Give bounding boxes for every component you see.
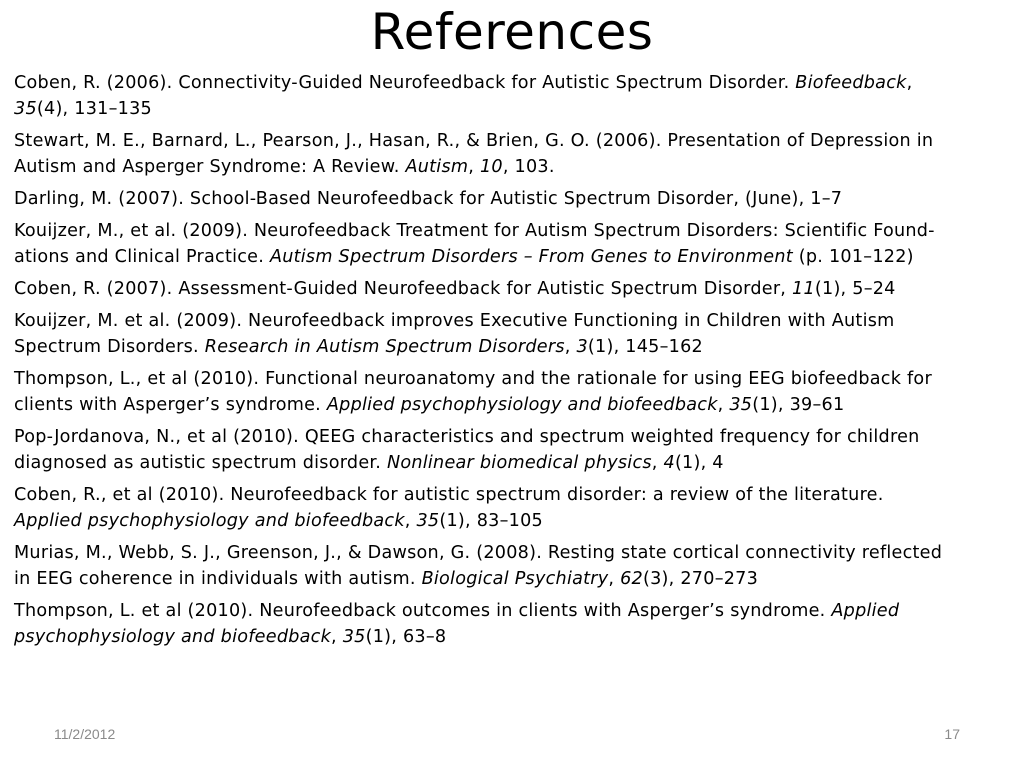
reference-line [14, 276, 1012, 302]
reference-text: (3), 270–273 [643, 569, 759, 589]
reference-italic-text: Research in Autism Spectrum Disorders [204, 337, 565, 357]
reference-italic-text: 62 [620, 569, 643, 589]
reference-text: Spectrum Disorders. [14, 337, 205, 357]
reference-text: Darling, M. (2007). School-Based Neurofeedback for Autistic Spectrum Disorder, (June), 1–7 [14, 189, 843, 209]
reference-item [14, 70, 1012, 122]
reference-italic-text: Applied psychophysiology and biofeedback [14, 511, 405, 531]
reference-text: (1), 39–61 [752, 395, 845, 415]
reference-italic-text: 35 [342, 627, 366, 647]
reference-text: , [906, 73, 913, 93]
reference-text: , [331, 627, 343, 647]
reference-item [14, 366, 1012, 418]
reference-line [14, 154, 1012, 180]
reference-item [14, 128, 1012, 180]
reference-text: Stewart, M. E., Barnard, L., Pearson, J., Hasan, R., & Brien, G. O. (2006). Presentation of Depression in [14, 131, 934, 151]
reference-text: Thompson, L., et al (2010). Functional neuroanatomy and the rationale for using EEG biofeedback for [14, 369, 932, 389]
reference-text: Kouijzer, M., et al. (2009). Neurofeedback Treatment for Autism Spectrum Disorders: Scientific Found- [14, 221, 935, 241]
reference-line [14, 566, 1012, 592]
reference-line [14, 508, 1012, 534]
reference-line [14, 624, 1012, 650]
reference-italic-text: Autism [405, 157, 469, 177]
reference-text: Pop-Jordanova, N., et al (2010). QEEG characteristics and spectrum weighted frequency for children [14, 427, 920, 447]
reference-item [14, 218, 1012, 270]
reference-line [14, 218, 1012, 244]
footer-date: 11/2/2012 [54, 726, 116, 742]
reference-line [14, 392, 1012, 418]
reference-line [14, 186, 1012, 212]
reference-italic-text: Applied [831, 601, 900, 621]
reference-line [14, 450, 1012, 476]
reference-text: , [608, 569, 621, 589]
reference-text: , [564, 337, 577, 357]
slide-title: References [370, 3, 654, 61]
reference-line [14, 334, 1012, 360]
reference-item [14, 424, 1012, 476]
reference-text: Autism and Asperger Syndrome: A Review. [14, 157, 406, 177]
reference-line [14, 482, 1012, 508]
reference-text: (1), 83–105 [439, 511, 543, 531]
reference-item [14, 276, 1012, 302]
reference-italic-text: 35 [729, 395, 753, 415]
reference-item [14, 598, 1012, 650]
reference-text: , [468, 157, 480, 177]
reference-text: in EEG coherence in individuals with autism. [14, 569, 422, 589]
reference-text: Coben, R., et al (2010). Neurofeedback for autistic spectrum disorder: a review of the literature. [14, 485, 884, 505]
reference-text: (1), 5–24 [814, 279, 896, 299]
reference-item [14, 540, 1012, 592]
reference-text: Coben, R. (2006). Connectivity-Guided Neurofeedback for Autistic Spectrum Disorder. [14, 73, 796, 93]
reference-text: Murias, M., Webb, S. J., Greenson, J., & Dawson, G. (2008). Resting state cortical connectivity reflected [14, 543, 943, 563]
reference-item [14, 482, 1012, 534]
reference-italic-text: Autism Spectrum Disorders – From Genes to Environment [269, 247, 793, 267]
reference-text: ations and Clinical Practice. [14, 247, 270, 267]
reference-italic-text: Nonlinear biomedical physics [386, 453, 652, 473]
reference-text: (4), 131–135 [36, 99, 152, 119]
reference-line [14, 70, 1012, 96]
reference-italic-text: 35 [14, 99, 37, 119]
reference-item [14, 186, 1012, 212]
reference-text: , [651, 453, 664, 473]
references-list [14, 70, 1012, 656]
reference-italic-text: 11 [792, 279, 815, 299]
reference-line [14, 308, 1012, 334]
reference-text: (p. 101–122) [792, 247, 914, 267]
reference-text: (1), 145–162 [587, 337, 703, 357]
reference-text: , [717, 395, 730, 415]
reference-text: , 103. [502, 157, 555, 177]
reference-line [14, 424, 1012, 450]
reference-text: , [404, 511, 417, 531]
reference-italic-text: Applied psychophysiology and biofeedback [326, 395, 718, 415]
reference-line [14, 366, 1012, 392]
reference-italic-text: 10 [479, 157, 503, 177]
reference-italic-text: 3 [576, 337, 588, 357]
reference-item [14, 308, 1012, 360]
reference-italic-text: 4 [663, 453, 675, 473]
reference-line [14, 598, 1012, 624]
reference-text: Kouijzer, M. et al. (2009). Neurofeedback improves Executive Functioning in Children with Autism [14, 311, 895, 331]
reference-text: Coben, R. (2007). Assessment-Guided Neurofeedback for Autistic Spectrum Disorder, [14, 279, 792, 299]
reference-italic-text: Biological Psychiatry [421, 569, 609, 589]
reference-line [14, 540, 1012, 566]
reference-text: diagnosed as autistic spectrum disorder. [14, 453, 387, 473]
reference-text: clients with Asperger’s syndrome. [14, 395, 327, 415]
reference-text: (1), 63–8 [365, 627, 447, 647]
reference-italic-text: Biofeedback [795, 73, 907, 93]
reference-text: (1), 4 [674, 453, 724, 473]
reference-text: Thompson, L. et al (2010). Neurofeedback outcomes in clients with Asperger’s syndrome. [14, 601, 832, 621]
footer-page-number: 17 [944, 726, 960, 742]
reference-line [14, 244, 1012, 270]
reference-line [14, 96, 1012, 122]
reference-italic-text: psychophysiology and biofeedback [14, 627, 332, 647]
reference-italic-text: 35 [416, 511, 440, 531]
reference-line [14, 128, 1012, 154]
